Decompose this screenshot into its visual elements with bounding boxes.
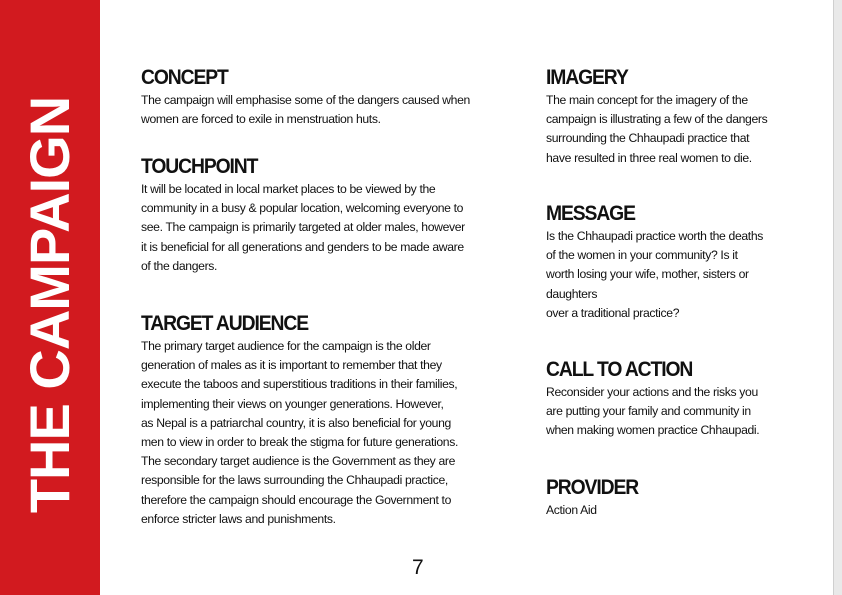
body-line: of the dangers.: [141, 258, 218, 273]
body-line: execute the taboos and superstitious traditions in their families,: [141, 377, 458, 392]
section-provider: [546, 476, 816, 520]
body-line: Action Aid: [546, 503, 597, 517]
body-line: women are forced to exile in menstruation huts.: [141, 112, 381, 127]
section-concept: [141, 66, 521, 129]
imagery-heading: IMAGERY: [546, 66, 628, 89]
body-line: as Nepal is a patriarchal country, it is also beneficial for young: [141, 415, 451, 430]
call-to-action-body: [546, 383, 816, 441]
body-line: daughters: [546, 286, 598, 301]
body-line: Reconsider your actions and the risks you: [546, 385, 758, 399]
concept-body: [141, 91, 521, 129]
body-line: men to view in order to break the stigma for future generations.: [141, 435, 458, 450]
section-imagery: [546, 66, 816, 168]
body-line: The primary target audience for the campaign is the older: [141, 339, 431, 353]
target-audience-heading: TARGET AUDIENCE: [141, 312, 308, 335]
imagery-body: [546, 91, 816, 168]
target-audience-body: [141, 337, 521, 529]
touchpoint-body: [141, 180, 521, 276]
message-heading: MESSAGE: [546, 202, 635, 225]
body-line: community in a busy & popular location, welcoming everyone to: [141, 201, 464, 216]
page-number: 7: [412, 556, 424, 579]
body-line: of the women in your community? Is it: [546, 248, 738, 263]
body-line: campaign is illustrating a few of the dangers: [546, 112, 768, 127]
body-line: implementing their views on younger generations. However,: [141, 396, 444, 411]
side-title: THE CAMPAIGN: [18, 96, 81, 514]
body-line: The main concept for the imagery of the: [546, 93, 748, 107]
body-line: worth losing your wife, mother, sisters or: [546, 267, 749, 282]
section-touchpoint: [141, 155, 521, 276]
provider-body: [546, 501, 816, 520]
body-line: surrounding the Chhaupadi practice that: [546, 131, 750, 146]
section-message: [546, 202, 816, 323]
page-edge: [833, 0, 842, 595]
side-band: [0, 0, 100, 595]
body-line: have resulted in three real women to die.: [546, 150, 752, 165]
body-line: see. The campaign is primarily targeted at older males, however: [141, 220, 465, 235]
body-line: enforce stricter laws and punishments.: [141, 511, 336, 526]
body-line: are putting your family and community in: [546, 404, 751, 419]
call-to-action-heading: CALL TO ACTION: [546, 358, 693, 381]
body-line: therefore the campaign should encourage the Government to: [141, 492, 451, 507]
body-line: it is beneficial for all generations and genders to be made aware: [141, 239, 464, 254]
body-line: The campaign will emphasise some of the dangers caused when: [141, 93, 470, 107]
touchpoint-heading: TOUCHPOINT: [141, 155, 258, 178]
provider-heading: PROVIDER: [546, 476, 639, 499]
body-line: when making women practice Chhaupadi.: [546, 423, 760, 438]
section-call-to-action: [546, 358, 816, 441]
concept-heading: CONCEPT: [141, 66, 228, 89]
section-target-audience: [141, 312, 521, 529]
body-line: It will be located in local market places to be viewed by the: [141, 182, 436, 196]
body-line: over a traditional practice?: [546, 305, 680, 320]
message-body: [546, 227, 816, 323]
body-line: Is the Chhaupadi practice worth the deaths: [546, 229, 764, 243]
body-line: responsible for the laws surrounding the Chhaupadi practice,: [141, 473, 448, 488]
body-line: generation of males as it is important to remember that they: [141, 358, 442, 373]
body-line: The secondary target audience is the Government as they are: [141, 454, 456, 469]
